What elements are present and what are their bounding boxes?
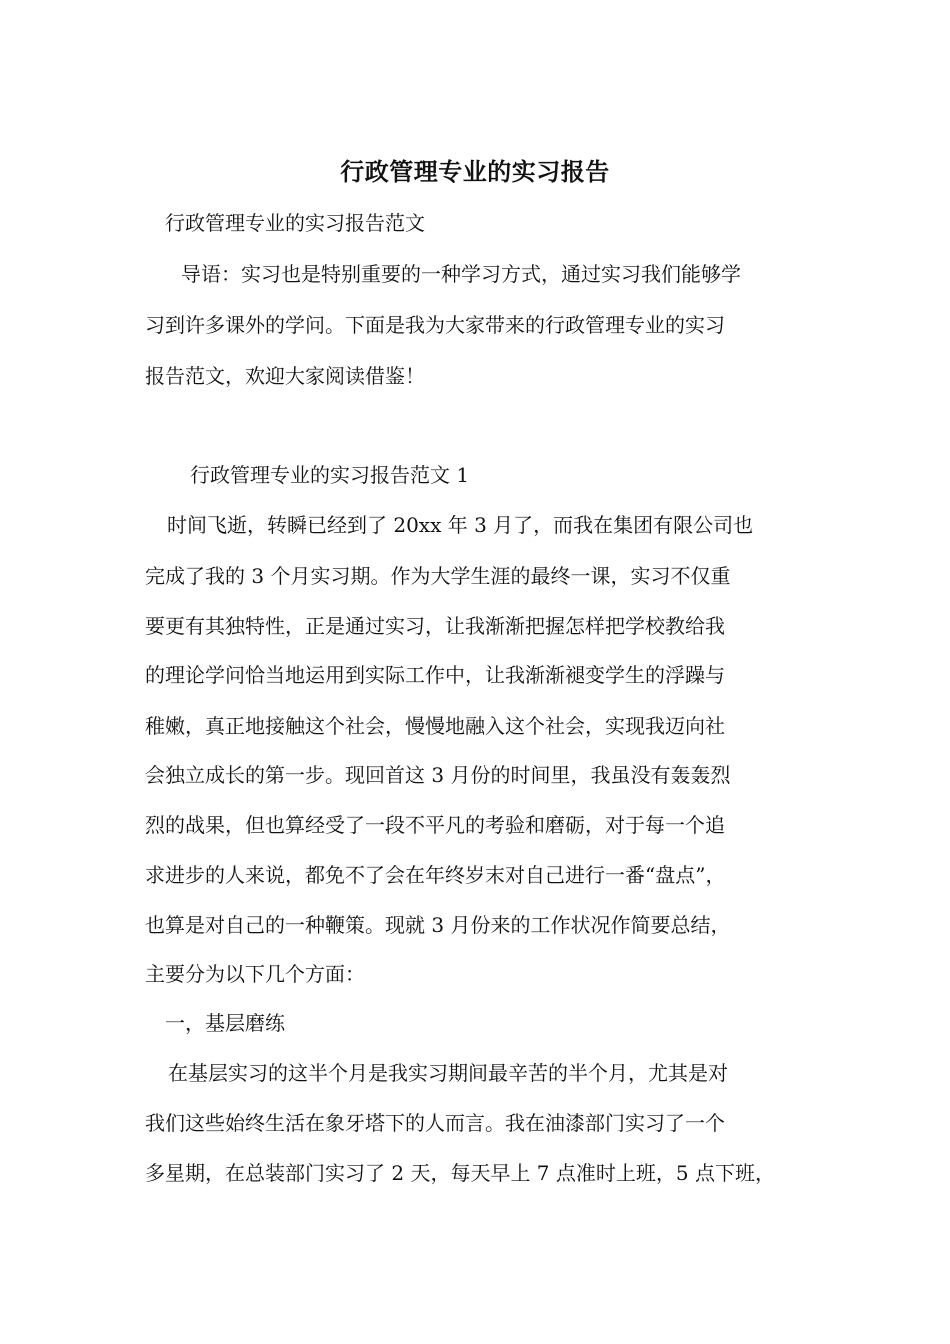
body-line: 在基层实习的这半个月是我实习期间最辛苦的半个月，尤其是对 <box>168 1061 728 1085</box>
intro-line: 习到许多课外的学问。下面是我为大家带来的行政管理专业的实习 <box>145 313 725 337</box>
body-line: 会独立成长的第一步。现回首这 3 月份的时间里，我虽没有轰轰烈 <box>145 763 731 787</box>
body-line: 完成了我的 3 个月实习期。作为大学生涯的最终一课，实习不仅重 <box>145 564 731 588</box>
body-line: 要更有其独特性，正是通过实习，让我渐渐把握怎样把学校教给我 <box>145 614 725 638</box>
subtitle: 行政管理专业的实习报告范文 <box>165 211 425 235</box>
body-line: 主要分为以下几个方面： <box>145 962 365 986</box>
page-title: 行政管理专业的实习报告 <box>340 157 610 186</box>
body-line: 时间飞逝，转瞬已经到了 20xx 年 3 月了，而我在集团有限公司也 <box>167 513 754 537</box>
body-line: 烈的战果，但也算经受了一段不平凡的考验和磨砺，对于每一个追 <box>145 813 725 837</box>
intro-line: 报告范文，欢迎大家阅读借鉴！ <box>145 364 425 388</box>
subheading: 一，基层磨练 <box>165 1011 285 1035</box>
body-line: 我们这些始终生活在象牙塔下的人而言。我在油漆部门实习了一个 <box>145 1111 725 1135</box>
body-line: 稚嫩，真正地接触这个社会，慢慢地融入这个社会，实现我迈向社 <box>145 714 725 738</box>
body-line: 多星期，在总装部门实习了 2 天，每天早上 7 点准时上班，5 点下班， <box>145 1161 775 1185</box>
section-heading: 行政管理专业的实习报告范文 1 <box>190 463 470 487</box>
body-line: 的理论学问恰当地运用到实际工作中，让我渐渐褪变学生的浮躁与 <box>145 663 725 687</box>
body-line: 也算是对自己的一种鞭策。现就 3 月份来的工作状况作简要总结， <box>145 913 731 937</box>
body-line: 求进步的人来说，都免不了会在年终岁末对自己进行一番“盘点”， <box>145 863 726 887</box>
intro-line: 导语：实习也是特别重要的一种学习方式，通过实习我们能够学 <box>181 262 741 286</box>
